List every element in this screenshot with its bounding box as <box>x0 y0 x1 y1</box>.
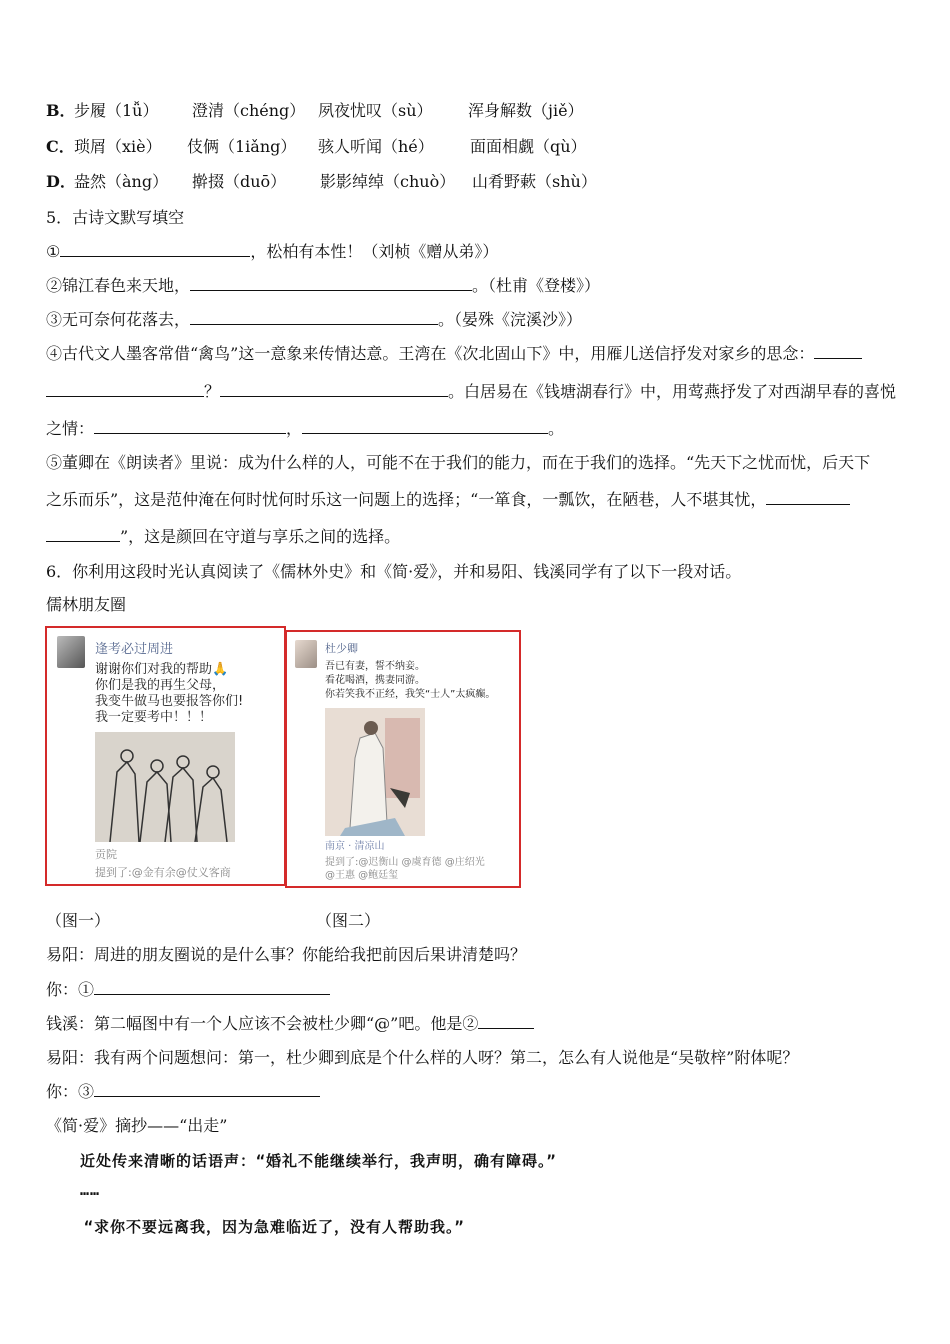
post-text <box>325 660 495 702</box>
option-item: 骇人听闻（hé） <box>318 137 434 156</box>
q5-line8 <box>46 490 850 510</box>
post-mentions: @王惠 @鲍廷玺 <box>325 870 399 881</box>
text: ②锦江春色来天地， <box>46 276 191 295</box>
text: ① <box>46 242 61 261</box>
jane-eyre-title: 《简·爱》摘抄——“出走” <box>46 1116 228 1135</box>
answer-blank[interactable] <box>60 242 250 257</box>
option-item: 澄清（chéng） <box>192 101 306 120</box>
text: 。 <box>548 419 565 438</box>
dialogue-5 <box>46 1082 320 1102</box>
text: 你：① <box>46 980 95 999</box>
post-line: 我一定要考中！！！ <box>95 710 213 725</box>
caption-figure-1: （图一） <box>46 911 111 930</box>
option-item: 山肴野蔌（shù） <box>472 172 597 191</box>
q5-line2 <box>46 276 600 296</box>
post-text <box>95 662 243 726</box>
option-label: C． <box>46 137 75 156</box>
text: 。白居易在《钱塘湖春行》中，用莺燕抒发了对西湖早春的喜悦 <box>448 382 897 401</box>
answer-blank[interactable] <box>94 980 330 995</box>
text: 。（杜甫《登楼》） <box>472 276 601 295</box>
post-line: 你们是我的再生父母， <box>95 678 226 693</box>
post-image-scholars <box>95 732 235 842</box>
answer-blank[interactable] <box>190 310 438 325</box>
text: 钱溪：第二幅图中有一个人应该不会被杜少卿“@”吧。他是② <box>46 1014 479 1033</box>
dialogue-1: 易阳：周进的朋友圈说的是什么事？你能给我把前因后果讲清楚吗？ <box>46 945 527 964</box>
post-line: 吾已有妻，誓不纳妾。 <box>325 661 425 672</box>
option-item: 擀掇（duō） <box>192 172 287 191</box>
answer-blank[interactable] <box>302 419 548 434</box>
text: ？ <box>204 382 221 401</box>
q5-line7: ⑤董卿在《朗读者》里说：成为什么样的人，可能不在于我们的能力，而在于我们的选择。“先天下之忧而忧，后天下 <box>46 453 871 472</box>
dialogue-4: 易阳：我有两个问题想问：第一，杜少卿到底是个什么样的人呀？第二，怎么有人说他是“吴敬梓”附体呢？ <box>46 1048 799 1067</box>
answer-blank[interactable] <box>478 1014 534 1029</box>
option-item: 面面相觑（qù） <box>470 137 587 156</box>
q5-line6 <box>46 419 564 439</box>
text: 。（晏殊《浣溪沙》） <box>438 310 583 329</box>
q5-line9 <box>46 527 400 547</box>
post-line: 你若笑我不正经，我笑“士人”太疯癫。 <box>325 689 496 700</box>
moments-post-2 <box>285 630 521 888</box>
jane-eyre-quote-1: 近处传来清晰的话语声：“婚礼不能继续举行，我声明，确有障碍。” <box>80 1152 557 1170</box>
post-location: 贡院 <box>95 848 117 861</box>
text: ，松柏有本性！（刘桢《赠从弟》） <box>250 242 499 261</box>
option-item: 琐屑（xiè） <box>74 137 162 156</box>
text: 之情： <box>46 419 95 438</box>
answer-blank[interactable] <box>766 490 850 505</box>
jane-eyre-quote-2: “求你不要远离我，因为急难临近了，没有人帮助我。” <box>84 1218 465 1236</box>
q5-line4 <box>46 344 862 364</box>
option-item: 盎然（àng） <box>74 172 169 191</box>
text: ”，这是颜回在守道与享乐之间的选择。 <box>120 527 401 546</box>
q6-title: 6．你利用这段时光认真阅读了《儒林外史》和《简·爱》，并和易阳、钱溪同学有了以下一段对话。 <box>46 562 742 581</box>
text: ③无可奈何花落去， <box>46 310 191 329</box>
option-label: D． <box>46 172 76 191</box>
post-line: 看花喝酒，携妻同游。 <box>325 675 425 686</box>
section-title: 儒林朋友圈 <box>46 595 127 614</box>
option-item: 伎俩（1iǎng） <box>187 137 297 156</box>
post-mentions: 提到了:@金有余@仗义客商 <box>95 866 231 879</box>
answer-blank[interactable] <box>46 382 204 397</box>
post-line: 谢谢你们对我的帮助🙏 <box>95 662 229 677</box>
post-username: 杜少卿 <box>325 642 358 655</box>
answer-blank[interactable] <box>814 344 862 359</box>
answer-blank[interactable] <box>220 382 448 397</box>
dialogue-2 <box>46 980 330 1000</box>
q5-line1 <box>46 242 498 262</box>
answer-blank[interactable] <box>94 1082 320 1097</box>
post-mentions: 提到了:@迟衡山 @虞育德 @庄绍光 <box>325 857 485 868</box>
dialogue-3 <box>46 1014 534 1034</box>
q5-line3 <box>46 310 582 330</box>
jane-eyre-ellipsis: …… <box>80 1181 101 1199</box>
caption-figure-2: （图二） <box>316 911 381 930</box>
post-image-figure <box>325 708 425 836</box>
post-location: 南京 · 清凉山 <box>325 841 385 852</box>
avatar <box>57 636 85 668</box>
moments-post-1 <box>45 626 286 886</box>
answer-blank[interactable] <box>46 527 120 542</box>
q5-line5 <box>46 382 896 402</box>
text: 你：③ <box>46 1082 95 1101</box>
q5-title: 5．古诗文默写填空 <box>46 208 185 227</box>
text: 之乐而乐”，这是范仲淹在何时忧何时乐这一问题上的选择；“一箪食，一瓢饮，在陋巷，人不堪其忧， <box>46 490 767 509</box>
avatar <box>295 640 317 668</box>
option-item: 浑身解数（jiě） <box>468 101 584 120</box>
post-username: 逢考必过周进 <box>95 642 174 657</box>
post-line: 我变牛做马也要报答你们! <box>95 694 244 709</box>
text: ， <box>286 419 303 438</box>
answer-blank[interactable] <box>94 419 286 434</box>
option-item: 夙夜忧叹（sù） <box>318 101 433 120</box>
option-item: 步履（1ǚ） <box>74 101 159 120</box>
option-item: 影影绰绰（chuò） <box>320 172 456 191</box>
text: ④古代文人墨客常借“禽鸟”这一意象来传情达意。王湾在《次北固山下》中，用雁儿送信抒发对家乡的思念： <box>46 344 815 363</box>
answer-blank[interactable] <box>190 276 472 291</box>
option-label: B． <box>46 101 76 120</box>
